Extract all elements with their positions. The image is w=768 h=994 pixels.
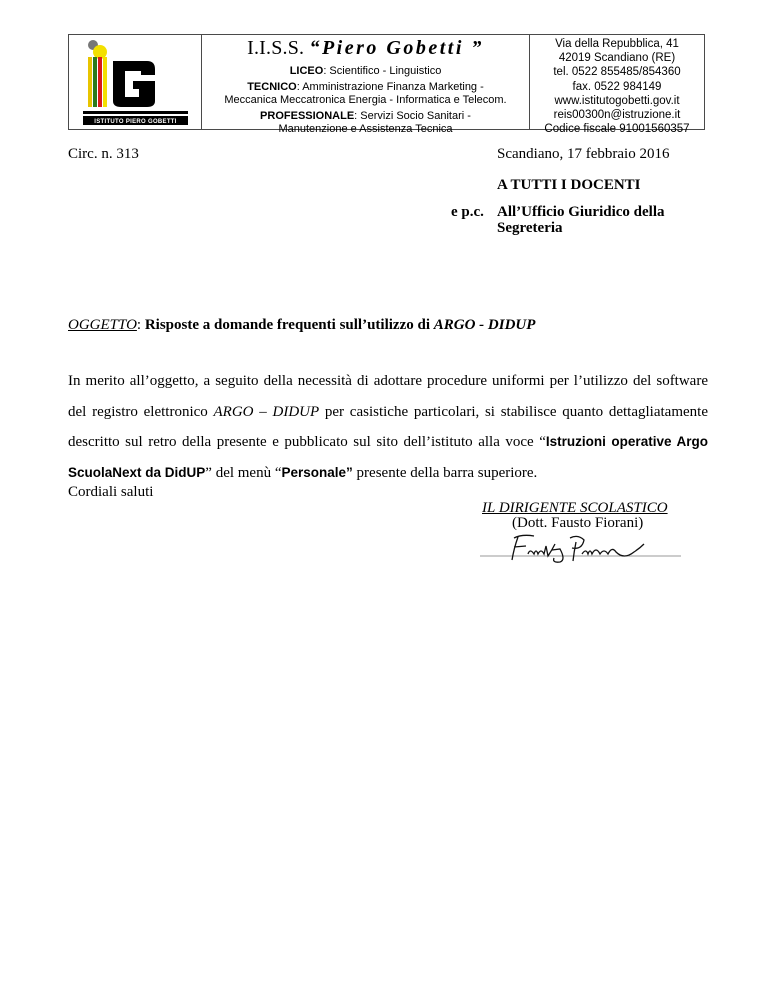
contact-phone: tel. 0522 855485/854360	[553, 66, 681, 79]
date-line: Scandiano, 17 febbraio 2016	[497, 146, 670, 162]
closing: Cordiali saluti	[68, 484, 154, 500]
logo-cell	[69, 35, 202, 129]
contact-tax-code: Codice fiscale 91001560357	[544, 123, 690, 136]
school-courses	[202, 65, 529, 137]
cc-line-1: All’Ufficio Giuridico della	[497, 204, 665, 220]
signature-name: (Dott. Fausto Fiorani)	[512, 515, 644, 531]
subject-line	[68, 317, 535, 334]
handwritten-signature	[478, 532, 683, 566]
prof-text-2: Manutenzione e Assistenza Tecnica	[278, 123, 453, 135]
cc-line-2: Segreteria	[497, 220, 563, 236]
tecnico-text-2: Meccanica Meccatronica Energia - Informatica e Telecom.	[224, 94, 507, 106]
letterhead	[68, 34, 705, 136]
cc-label: e p.c.	[451, 204, 484, 220]
body-text-4: presente della barra superiore.	[352, 464, 538, 481]
body-text-3: ” del menù “	[205, 464, 282, 481]
subject-text: Risposte a domande frequenti sull’utilizzo di	[144, 317, 434, 333]
contact-city: 42019 Scandiano (RE)	[558, 52, 676, 65]
tecnico-label: TECNICO	[247, 80, 297, 93]
subject-italic: ARGO - DIDUP	[433, 317, 536, 333]
prof-text: : Servizi Socio Sanitari -	[354, 109, 471, 122]
body-paragraph	[68, 366, 708, 488]
circular-number: Circ. n. 313	[68, 146, 139, 162]
school-title	[202, 37, 529, 60]
subject-colon: :	[136, 317, 145, 333]
body-text-1: In merito all’oggetto, a seguito della necessità di adottare procedure uniformi per l’utilizzo del software del registro elettronico	[68, 373, 708, 420]
contacts	[529, 35, 704, 136]
body-bold-2: Personale”	[281, 464, 353, 480]
prof-label: PROFESSIONALE	[260, 109, 355, 122]
title-prefix: I.I.S.S.	[247, 37, 310, 59]
signature-role: IL DIRIGENTE SCOLASTICO	[482, 500, 668, 516]
recipient: A TUTTI I DOCENTI	[497, 177, 641, 193]
school-logo	[69, 35, 202, 129]
contact-fax: fax. 0522 984149	[572, 80, 662, 93]
body-italic: ARGO – DIDUP	[213, 403, 320, 420]
title-name: “Piero Gobetti ”	[309, 37, 484, 59]
contact-email: reis00300n@istruzione.it	[553, 109, 681, 122]
logo-caption: ISTITUTO PIERO GOBETTI	[94, 119, 177, 125]
contact-address: Via della Repubblica, 41	[555, 38, 679, 50]
contact-website: www.istitutogobetti.gov.it	[554, 94, 680, 107]
subject-label: OGGETTO	[68, 317, 137, 333]
school-info	[202, 35, 529, 135]
liceo-text: : Scientifico - Linguistico	[323, 65, 442, 77]
tecnico-text: : Amministrazione Finanza Marketing -	[296, 80, 484, 93]
liceo-label: LICEO	[289, 65, 324, 77]
body-text-2: per casistiche particolari, si stabilisce quanto dettagliatamente descritto sul retro della presente e pubblicato sul sito dell’istituto alla voce “	[68, 403, 708, 450]
body-bold-1: Istruzioni operative Argo ScuolaNext da DidUP	[68, 434, 708, 480]
